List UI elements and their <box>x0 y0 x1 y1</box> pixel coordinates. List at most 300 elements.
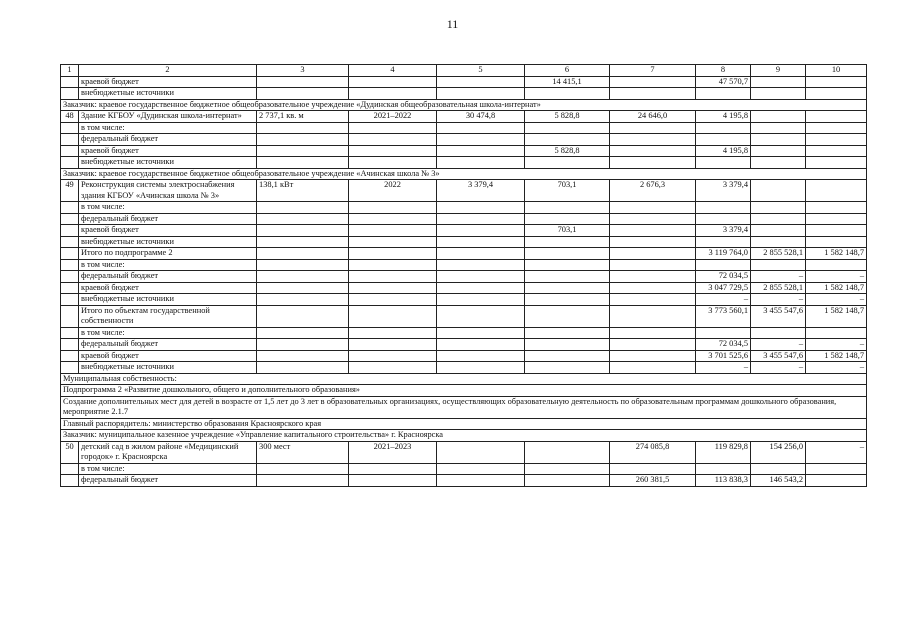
table-cell <box>525 157 610 169</box>
table-cell: 138,1 кВт <box>257 180 349 202</box>
table-cell <box>610 213 696 225</box>
table-cell <box>751 134 806 146</box>
table-cell <box>751 88 806 100</box>
section-row <box>61 168 867 180</box>
table-row <box>61 236 867 248</box>
table-cell <box>525 294 610 306</box>
table-cell: – <box>696 362 751 374</box>
table-cell: 4 195,8 <box>696 111 751 123</box>
table-cell: 1 582 148,7 <box>806 350 867 362</box>
table-cell <box>525 134 610 146</box>
table-cell <box>610 122 696 134</box>
row-number-cell <box>61 134 79 146</box>
table-cell <box>806 76 867 88</box>
table-cell <box>437 134 525 146</box>
section-row <box>61 385 867 397</box>
table-cell: 2 855 528,1 <box>751 248 806 260</box>
item-name-cell: в том числе: <box>79 202 257 214</box>
column-header: 9 <box>751 65 806 77</box>
section-heading: Создание дополнительных мест для детей в возрасте от 1,5 лет до 3 лет в образовательных организациях, осуществляющих образовательную деятельность по образовательным программам дошкольного образования, мероприятие 2.1.7 <box>61 396 867 418</box>
table-cell <box>437 76 525 88</box>
table-cell <box>257 305 349 327</box>
table-cell <box>696 134 751 146</box>
table-row <box>61 339 867 351</box>
table-cell <box>349 122 437 134</box>
table-cell: 3 701 525,6 <box>696 350 751 362</box>
row-number-cell <box>61 76 79 88</box>
table-cell <box>806 122 867 134</box>
row-number-cell <box>61 271 79 283</box>
row-number-cell <box>61 305 79 327</box>
table-cell <box>257 236 349 248</box>
table-cell <box>610 259 696 271</box>
table-cell: 3 119 764,0 <box>696 248 751 260</box>
table-cell <box>610 282 696 294</box>
item-name-cell: внебюджетные источники <box>79 88 257 100</box>
table-cell <box>257 282 349 294</box>
table-cell <box>696 157 751 169</box>
table-cell <box>610 236 696 248</box>
table-cell <box>349 339 437 351</box>
table-cell <box>806 259 867 271</box>
item-name-cell: краевой бюджет <box>79 145 257 157</box>
table-cell <box>610 248 696 260</box>
table-cell: – <box>751 339 806 351</box>
table-body <box>61 65 867 487</box>
row-number-cell <box>61 339 79 351</box>
table-cell <box>751 259 806 271</box>
item-name-cell: федеральный бюджет <box>79 271 257 283</box>
table-row <box>61 463 867 475</box>
section-row <box>61 418 867 430</box>
row-number-cell <box>61 213 79 225</box>
table-cell: 300 мест <box>257 441 349 463</box>
table-cell <box>349 88 437 100</box>
row-number-cell <box>61 236 79 248</box>
table-cell <box>349 282 437 294</box>
table-cell: 146 543,2 <box>751 475 806 487</box>
row-number-cell <box>61 225 79 237</box>
table-cell: 1 582 148,7 <box>806 282 867 294</box>
row-number-cell <box>61 88 79 100</box>
table-cell <box>751 463 806 475</box>
table-cell <box>437 350 525 362</box>
table-cell: – <box>751 271 806 283</box>
table-cell <box>751 225 806 237</box>
table-cell <box>806 145 867 157</box>
table-cell <box>610 362 696 374</box>
row-number-cell <box>61 362 79 374</box>
table-cell: 119 829,8 <box>696 441 751 463</box>
table-cell <box>525 350 610 362</box>
table-row <box>61 145 867 157</box>
table-cell: 24 646,0 <box>610 111 696 123</box>
table-cell: 72 034,5 <box>696 271 751 283</box>
table-cell <box>437 88 525 100</box>
column-header: 6 <box>525 65 610 77</box>
table-cell <box>525 88 610 100</box>
row-number-cell <box>61 350 79 362</box>
table-cell: 1 582 148,7 <box>806 305 867 327</box>
table-cell <box>806 157 867 169</box>
table-cell <box>437 225 525 237</box>
table-row <box>61 111 867 123</box>
table-cell: 3 379,4 <box>437 180 525 202</box>
row-number-cell <box>61 202 79 214</box>
table-cell <box>696 213 751 225</box>
table-cell <box>349 259 437 271</box>
table-cell <box>525 271 610 283</box>
item-name-cell: федеральный бюджет <box>79 213 257 225</box>
budget-table <box>60 64 867 487</box>
item-name-cell: в том числе: <box>79 463 257 475</box>
table-cell <box>349 248 437 260</box>
item-name-cell: Реконструкция системы электроснабжения здания КГБОУ «Ачинская школа № 3» <box>79 180 257 202</box>
table-cell: 260 381,5 <box>610 475 696 487</box>
column-header: 10 <box>806 65 867 77</box>
table-cell: – <box>696 294 751 306</box>
table-cell <box>437 441 525 463</box>
table-row <box>61 213 867 225</box>
table-cell: 2022 <box>349 180 437 202</box>
column-header-row <box>61 65 867 77</box>
table-cell <box>257 76 349 88</box>
table-cell <box>257 202 349 214</box>
item-name-cell: внебюджетные источники <box>79 157 257 169</box>
row-number-cell <box>61 294 79 306</box>
table-cell <box>806 225 867 237</box>
table-cell <box>349 305 437 327</box>
table-row <box>61 441 867 463</box>
table-cell <box>257 122 349 134</box>
table-cell <box>437 294 525 306</box>
row-number-cell <box>61 157 79 169</box>
table-cell <box>349 76 437 88</box>
table-cell: – <box>806 362 867 374</box>
item-name-cell: краевой бюджет <box>79 282 257 294</box>
table-cell <box>696 88 751 100</box>
row-number-cell <box>61 145 79 157</box>
table-cell: 3 773 560,1 <box>696 305 751 327</box>
table-cell <box>610 271 696 283</box>
table-cell <box>437 305 525 327</box>
table-cell <box>751 122 806 134</box>
table-cell: 14 415,1 <box>525 76 610 88</box>
table-row <box>61 350 867 362</box>
table-cell: 4 195,8 <box>696 145 751 157</box>
table-cell <box>806 180 867 202</box>
table-row <box>61 294 867 306</box>
row-number-cell <box>61 248 79 260</box>
table-cell: – <box>806 441 867 463</box>
table-cell: 47 570,7 <box>696 76 751 88</box>
table-cell: 703,1 <box>525 225 610 237</box>
item-name-cell: краевой бюджет <box>79 350 257 362</box>
table-cell <box>751 145 806 157</box>
table-cell <box>806 327 867 339</box>
table-cell <box>806 475 867 487</box>
item-name-cell: в том числе: <box>79 259 257 271</box>
table-cell: – <box>806 271 867 283</box>
table-cell <box>525 327 610 339</box>
row-number-cell: 50 <box>61 441 79 463</box>
table-cell <box>525 202 610 214</box>
table-cell <box>610 134 696 146</box>
table-row <box>61 248 867 260</box>
table-cell <box>696 122 751 134</box>
item-name-cell: федеральный бюджет <box>79 134 257 146</box>
table-cell <box>349 202 437 214</box>
table-cell <box>437 145 525 157</box>
table-row <box>61 202 867 214</box>
row-number-cell <box>61 475 79 487</box>
section-row <box>61 373 867 385</box>
table-cell <box>349 362 437 374</box>
table-cell <box>349 271 437 283</box>
item-name-cell: в том числе: <box>79 327 257 339</box>
table-cell <box>610 463 696 475</box>
table-cell <box>696 327 751 339</box>
table-cell <box>610 350 696 362</box>
table-cell: 2 855 528,1 <box>751 282 806 294</box>
table-cell: 2021–2022 <box>349 111 437 123</box>
table-row <box>61 122 867 134</box>
table-cell: 3 455 547,6 <box>751 305 806 327</box>
table-cell: 72 034,5 <box>696 339 751 351</box>
table-cell <box>257 88 349 100</box>
table-cell <box>806 463 867 475</box>
table-cell: 2 676,3 <box>610 180 696 202</box>
table-cell <box>349 350 437 362</box>
table-cell <box>751 327 806 339</box>
table-cell <box>349 475 437 487</box>
table-cell <box>610 202 696 214</box>
table-cell: 2021–2023 <box>349 441 437 463</box>
table-cell: – <box>806 339 867 351</box>
table-cell <box>610 145 696 157</box>
table-cell: 1 582 148,7 <box>806 248 867 260</box>
table-cell <box>806 202 867 214</box>
table-cell <box>437 362 525 374</box>
column-header: 2 <box>79 65 257 77</box>
table-cell <box>525 362 610 374</box>
column-header: 7 <box>610 65 696 77</box>
section-heading: Главный распорядитель: министерство образования Красноярского края <box>61 418 867 430</box>
item-name-cell: краевой бюджет <box>79 76 257 88</box>
table-cell <box>696 202 751 214</box>
table-cell <box>751 111 806 123</box>
table-cell <box>349 145 437 157</box>
column-header: 5 <box>437 65 525 77</box>
table-cell <box>751 180 806 202</box>
table-cell <box>437 463 525 475</box>
table-row <box>61 88 867 100</box>
table-cell: 274 085,8 <box>610 441 696 463</box>
table-row <box>61 225 867 237</box>
table-cell: – <box>751 362 806 374</box>
row-number-cell <box>61 282 79 294</box>
table-cell <box>751 202 806 214</box>
table-cell <box>257 294 349 306</box>
table-cell <box>437 236 525 248</box>
table-cell <box>751 76 806 88</box>
table-cell <box>257 362 349 374</box>
table-cell <box>257 259 349 271</box>
table-cell <box>806 213 867 225</box>
table-cell <box>525 463 610 475</box>
item-name-cell: в том числе: <box>79 122 257 134</box>
section-heading: Подпрограмма 2 «Развитие дошкольного, общего и дополнительного образования» <box>61 385 867 397</box>
table-cell <box>257 157 349 169</box>
table-cell <box>525 282 610 294</box>
row-number-cell <box>61 122 79 134</box>
table-cell <box>525 441 610 463</box>
item-name-cell: Здание КГБОУ «Дудинская школа-интернат» <box>79 111 257 123</box>
table-cell <box>806 134 867 146</box>
table-cell <box>257 463 349 475</box>
table-cell <box>610 327 696 339</box>
table-cell <box>257 134 349 146</box>
table-cell: 5 828,8 <box>525 111 610 123</box>
item-name-cell: Итого по объектам государственной собственности <box>79 305 257 327</box>
table-cell <box>437 259 525 271</box>
table-cell <box>349 225 437 237</box>
table-cell <box>349 294 437 306</box>
item-name-cell: детский сад в жилом районе «Медицинский городок» г. Красноярска <box>79 441 257 463</box>
table-cell <box>610 157 696 169</box>
item-name-cell: краевой бюджет <box>79 225 257 237</box>
table-cell: 113 838,3 <box>696 475 751 487</box>
table-cell <box>610 305 696 327</box>
row-number-cell: 49 <box>61 180 79 202</box>
row-number-cell <box>61 463 79 475</box>
table-cell <box>257 271 349 283</box>
table-cell <box>610 339 696 351</box>
section-heading: Заказчик: краевое государственное бюджетное общеобразовательное учреждение «Дудинская общеобразовательная школа-интернат» <box>61 99 867 111</box>
table-cell <box>437 282 525 294</box>
table-cell <box>610 225 696 237</box>
table-row <box>61 180 867 202</box>
table-cell <box>610 76 696 88</box>
table-cell: – <box>806 294 867 306</box>
table-row <box>61 327 867 339</box>
table-cell <box>696 236 751 248</box>
table-cell <box>437 202 525 214</box>
table-cell <box>525 122 610 134</box>
table-cell <box>349 134 437 146</box>
table-cell <box>751 213 806 225</box>
table-cell <box>525 213 610 225</box>
table-cell <box>257 225 349 237</box>
table-cell <box>349 213 437 225</box>
section-row <box>61 99 867 111</box>
table-cell <box>257 213 349 225</box>
table-cell <box>696 259 751 271</box>
table-cell <box>437 327 525 339</box>
table-cell: – <box>751 294 806 306</box>
column-header: 1 <box>61 65 79 77</box>
table-cell <box>696 463 751 475</box>
item-name-cell: внебюджетные источники <box>79 236 257 248</box>
section-row <box>61 396 867 418</box>
item-name-cell: внебюджетные источники <box>79 294 257 306</box>
row-number-cell <box>61 259 79 271</box>
table-cell <box>257 475 349 487</box>
section-row <box>61 430 867 442</box>
page-number: 11 <box>446 17 459 31</box>
table-cell: 703,1 <box>525 180 610 202</box>
table-cell: 5 828,8 <box>525 145 610 157</box>
table-cell: 3 379,4 <box>696 225 751 237</box>
table-cell <box>349 236 437 248</box>
table-row <box>61 362 867 374</box>
table-row <box>61 76 867 88</box>
table-cell <box>437 248 525 260</box>
table-cell: 154 256,0 <box>751 441 806 463</box>
table-cell <box>437 157 525 169</box>
table-cell: 3 047 729,5 <box>696 282 751 294</box>
row-number-cell: 48 <box>61 111 79 123</box>
table-cell <box>525 305 610 327</box>
table-cell <box>257 248 349 260</box>
table-cell <box>257 350 349 362</box>
table-cell <box>437 271 525 283</box>
item-name-cell: внебюджетные источники <box>79 362 257 374</box>
table-cell <box>525 248 610 260</box>
table-cell <box>349 463 437 475</box>
table-cell <box>257 327 349 339</box>
table-row <box>61 271 867 283</box>
table-cell <box>610 88 696 100</box>
table-cell <box>525 259 610 271</box>
table-row <box>61 157 867 169</box>
item-name-cell: федеральный бюджет <box>79 475 257 487</box>
table-row <box>61 282 867 294</box>
table-cell <box>437 339 525 351</box>
table-cell <box>806 111 867 123</box>
table-cell <box>525 236 610 248</box>
table-cell <box>525 475 610 487</box>
table-cell <box>257 145 349 157</box>
table-cell: 3 455 547,6 <box>751 350 806 362</box>
table-cell <box>257 339 349 351</box>
table-cell <box>349 157 437 169</box>
table-row <box>61 259 867 271</box>
table-row <box>61 134 867 146</box>
table-cell: 30 474,8 <box>437 111 525 123</box>
column-header: 3 <box>257 65 349 77</box>
table-row <box>61 305 867 327</box>
table-cell <box>525 339 610 351</box>
table-cell: 3 379,4 <box>696 180 751 202</box>
column-header: 8 <box>696 65 751 77</box>
table-cell <box>806 88 867 100</box>
row-number-cell <box>61 327 79 339</box>
table-cell <box>751 157 806 169</box>
table-cell <box>751 236 806 248</box>
table-cell <box>349 327 437 339</box>
table-cell <box>806 236 867 248</box>
table-cell <box>437 122 525 134</box>
table-cell <box>437 475 525 487</box>
section-heading: Заказчик: муниципальное казенное учреждение «Управление капитального строительства» г. Красноярска <box>61 430 867 442</box>
table-cell <box>610 294 696 306</box>
table-cell <box>437 213 525 225</box>
item-name-cell: федеральный бюджет <box>79 339 257 351</box>
item-name-cell: Итого по подпрограмме 2 <box>79 248 257 260</box>
table-cell: 2 737,1 кв. м <box>257 111 349 123</box>
section-heading: Заказчик: краевое государственное бюджетное общеобразовательное учреждение «Ачинская школа № 3» <box>61 168 867 180</box>
